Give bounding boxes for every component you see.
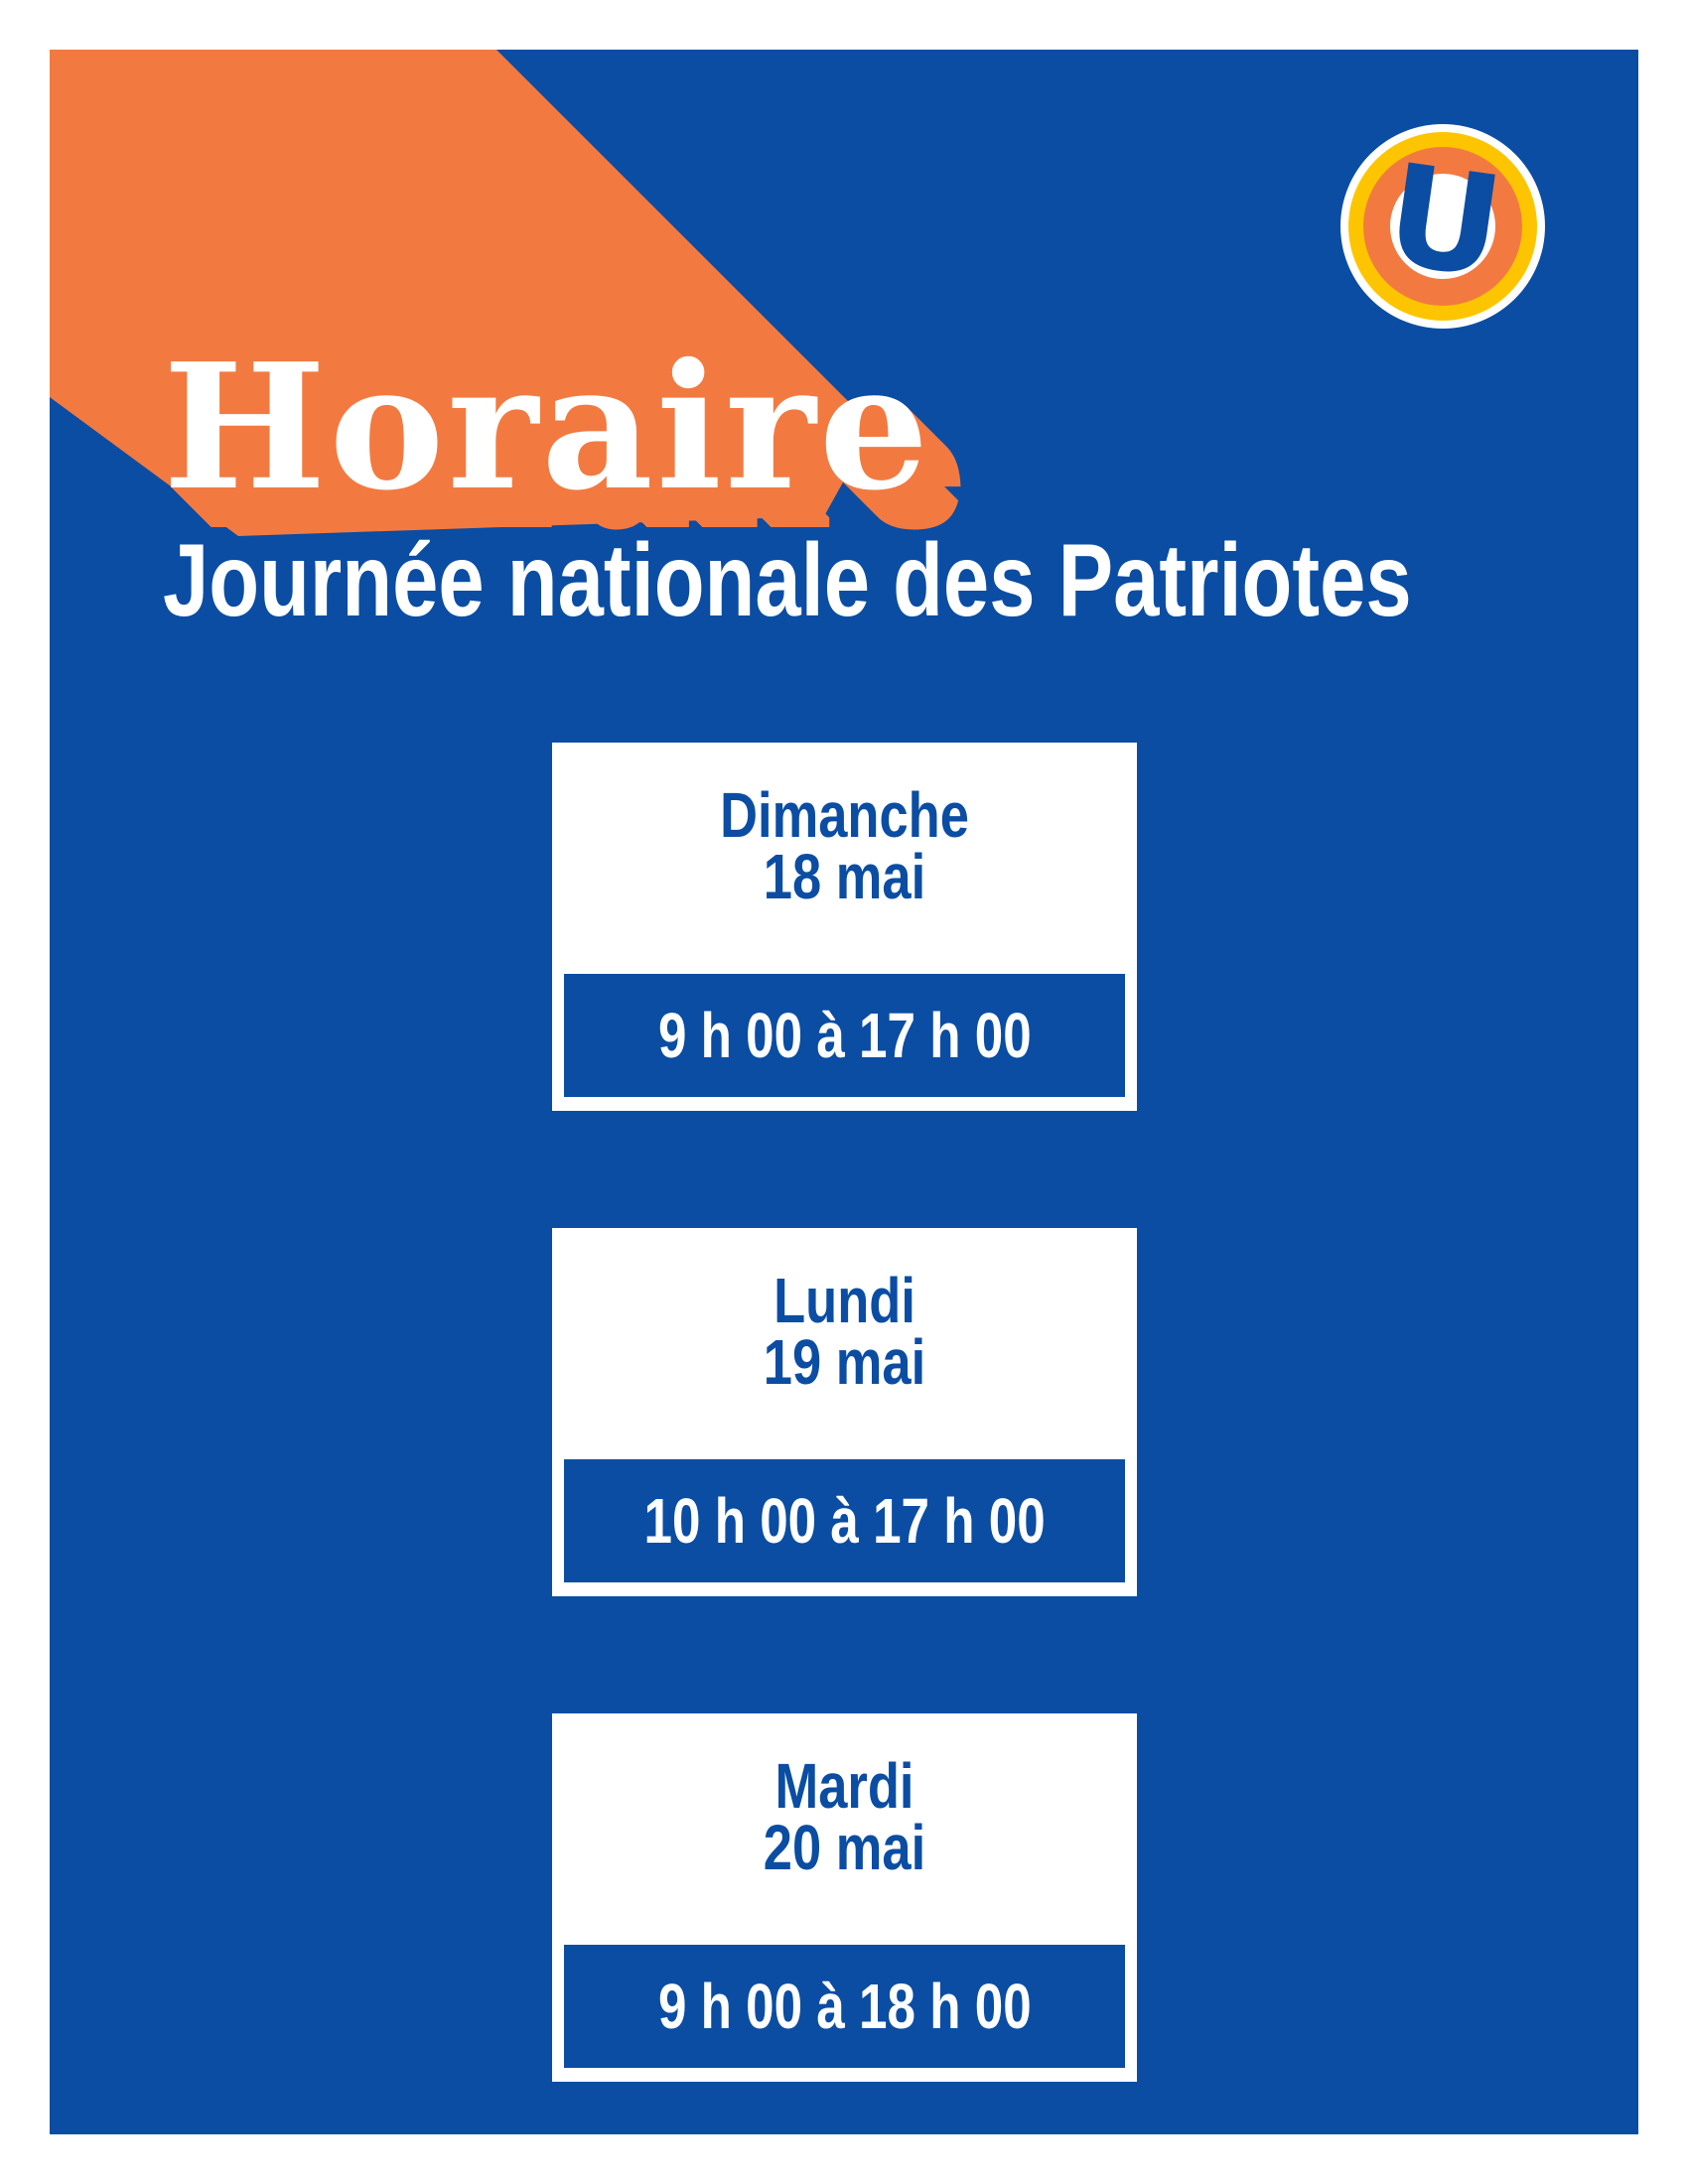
hours-badge — [560, 1941, 1129, 2072]
logo-letter: U — [1376, 134, 1512, 311]
schedule-card — [552, 1228, 1137, 1596]
page-title: Horaire — [163, 327, 932, 529]
hours-label: 10 h 00 à 17 h 00 — [643, 1485, 1046, 1557]
date-label: 20 mai — [763, 1812, 926, 1883]
hours-badge — [560, 970, 1129, 1101]
day-date-block — [605, 1228, 1084, 1398]
poster-panel — [50, 50, 1638, 2134]
day-date-block — [605, 743, 1084, 912]
date-label: 18 mai — [763, 841, 926, 912]
day-label: Dimanche — [720, 779, 969, 851]
brand-logo-icon — [1340, 124, 1545, 329]
schedule-card — [552, 743, 1137, 1111]
page-subtitle: Journée nationale des Patriotes — [163, 523, 1412, 638]
hours-label: 9 h 00 à 17 h 00 — [657, 1000, 1032, 1071]
day-label: Lundi — [774, 1265, 915, 1336]
date-label: 19 mai — [763, 1326, 926, 1398]
hours-label: 9 h 00 à 18 h 00 — [657, 1971, 1032, 2042]
hours-badge — [560, 1455, 1129, 1586]
day-label: Mardi — [774, 1750, 914, 1822]
day-date-block — [605, 1713, 1084, 1883]
schedule-card — [552, 1713, 1137, 2082]
